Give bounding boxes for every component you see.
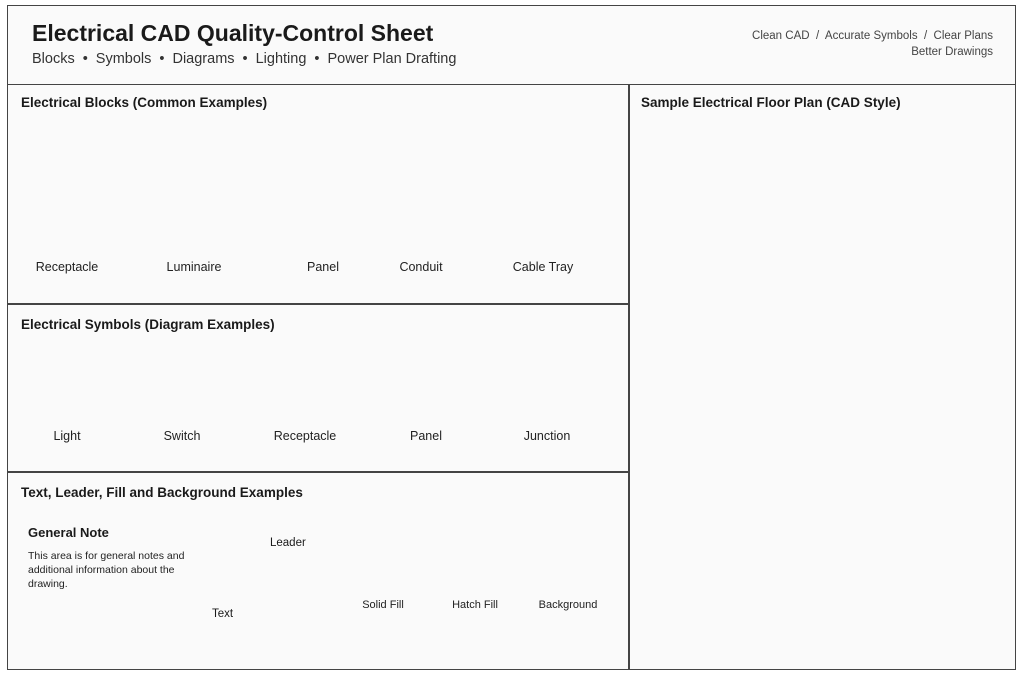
separator-dot: • [82, 51, 88, 67]
text-label: Text [212, 608, 234, 620]
tagline-line: Clean CAD / Accurate Symbols / Clear Plans [752, 30, 993, 42]
topic-item: Diagrams [172, 51, 235, 67]
header [8, 6, 1015, 85]
examples-section-title: Text, Leader, Fill and Background Examples [21, 485, 303, 500]
block-label: Receptacle [35, 260, 99, 274]
symbol-label: Light [53, 429, 81, 443]
separator-dot: • [314, 51, 320, 67]
block-label: Conduit [399, 260, 443, 274]
section-divider [8, 471, 628, 473]
fill-label: Hatch Fill [452, 599, 498, 611]
floorplan-section-title: Sample Electrical Floor Plan (CAD Style) [641, 95, 901, 110]
vertical-divider [628, 84, 630, 669]
tagline-line: Better Drawings [911, 46, 993, 58]
general-note-body: This area is for general notes and additional information about the drawing. [28, 550, 185, 590]
topic-item: Lighting [255, 51, 307, 67]
topic-item: Power Plan Drafting [327, 51, 457, 67]
topic-item: Symbols [95, 51, 152, 67]
page-title: Electrical CAD Quality-Control Sheet [32, 20, 434, 46]
fill-label: Background [538, 599, 598, 611]
blocks-section-title: Electrical Blocks (Common Examples) [21, 95, 268, 110]
topic-list [32, 51, 456, 67]
topic-item: Blocks [32, 51, 75, 67]
section-divider [8, 303, 628, 305]
symbol-label: Panel [410, 429, 442, 443]
tagline [752, 28, 993, 60]
symbol-label: Switch [163, 429, 201, 443]
separator-dot: • [159, 51, 165, 67]
block-label: Cable Tray [512, 260, 574, 274]
block-label: Luminaire [166, 260, 222, 274]
block-label: Panel [307, 260, 339, 274]
symbols-section-title: Electrical Symbols (Diagram Examples) [21, 317, 275, 332]
sheet-frame [7, 5, 1016, 670]
symbol-label: Junction [523, 429, 571, 443]
general-note-title: General Note [28, 525, 109, 540]
separator-dot: • [242, 51, 248, 67]
fill-label: Solid Fill [362, 599, 404, 611]
leader-label: Leader [270, 537, 306, 549]
symbol-label: Receptacle [273, 429, 337, 443]
